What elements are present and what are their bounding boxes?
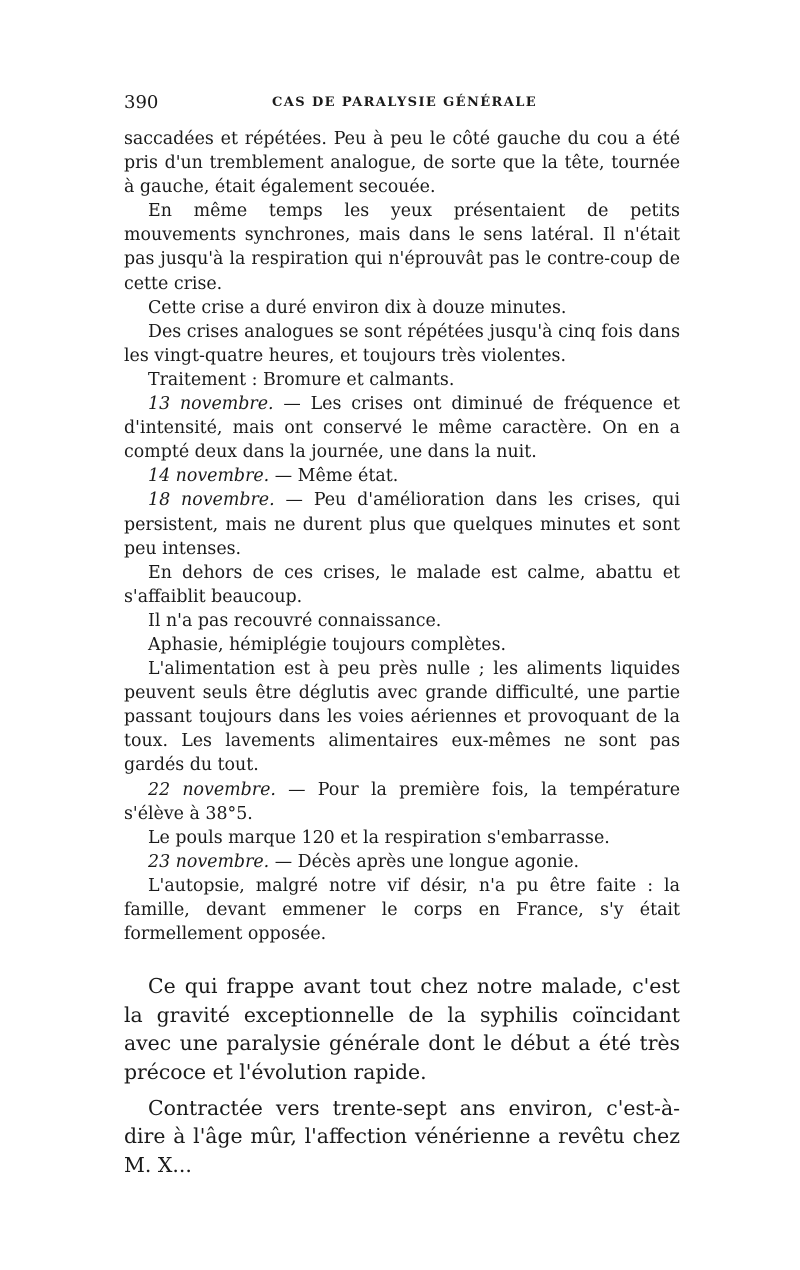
paragraph: L'autopsie, malgré notre vif désir, n'a pu être faite : la famille, devant emmener le corps en France, s'y était formellement opposée. [124, 875, 680, 945]
paragraph: Traitement : Bromure et calmants. [148, 369, 455, 390]
dated-entry: 18 novembre. — Peu d'amélioration dans les crises, qui persistent, mais ne durent plus que quelques minutes et sont peu intenses. [124, 490, 681, 559]
case-notes [124, 127, 680, 946]
commentary-paragraph: Contractée vers trente-sept ans environ, c'est-à-dire à l'âge mûr, l'affection vénérienne a revêtu chez M. X... [124, 1095, 680, 1177]
paragraph: Le pouls marque 120 et la respiration s'embarrasse. [148, 827, 610, 848]
paragraph: En dehors de ces crises, le malade est calme, abattu et s'affaiblit beaucoup. [124, 562, 680, 607]
paragraph: En même temps les yeux présentaient de petits mouvements synchrones, mais dans le sens latéral. Il n'était pas jusqu'à la respiration qui n'éprouvât pas le contre-coup de cette crise. [124, 201, 680, 294]
entry-date: 18 novembre. [148, 490, 275, 511]
running-title: CAS DE PARALYSIE GÉNÉRALE [272, 95, 538, 110]
page-body [124, 127, 680, 1179]
paragraph: saccadées et répétées. Peu à peu le côté gauche du cou a été pris d'un tremblement analogue, de sorte que la tête, tournée à gauche, était également secouée. [124, 129, 680, 198]
entry-date: 22 novembre. [148, 779, 276, 800]
dated-entry: 22 novembre. — Pour la première fois, la température s'élève à 38°5. [124, 779, 680, 824]
paragraph: Il n'a pas recouvré connaissance. [148, 610, 442, 631]
paragraph: L'alimentation est à peu près nulle ; les aliments liquides peuvent seuls être déglutis avec grande difficulté, une partie passant toujours dans les voies aériennes et provoquant de la toux. Les lavements alimentaires eux-mêmes ne sont pas gardés du tout. [124, 659, 680, 776]
dated-entry: 13 novembre. — Les crises ont diminué de fréquence et d'intensité, mais ont conservé le même caractère. On en a compté deux dans la journée, une dans la nuit. [124, 394, 680, 463]
commentary [124, 972, 680, 1179]
paragraph: Des crises analogues se sont répétées jusqu'à cinq fois dans les vingt-quatre heures, et toujours très violentes. [124, 321, 680, 366]
dated-entry: 23 novembre. — Décès après une longue agonie. [148, 851, 580, 872]
commentary-paragraph: Ce qui frappe avant tout chez notre malade, c'est la gravité exceptionnelle de la syphilis coïncidant avec une paralysie générale dont le début a été très précoce et l'évolution rapide. [124, 974, 680, 1084]
dated-entry: 14 novembre. — Même état. [148, 466, 399, 487]
paragraph: Cette crise a duré environ dix à douze minutes. [148, 297, 567, 318]
paragraph: Aphasie, hémiplégie toujours complètes. [148, 634, 507, 655]
page-number: 390 [124, 92, 159, 113]
page-header [124, 92, 680, 114]
entry-date: 13 novembre. [148, 394, 274, 415]
entry-date: 14 novembre. [148, 466, 270, 487]
entry-date: 23 novembre. [148, 851, 270, 872]
